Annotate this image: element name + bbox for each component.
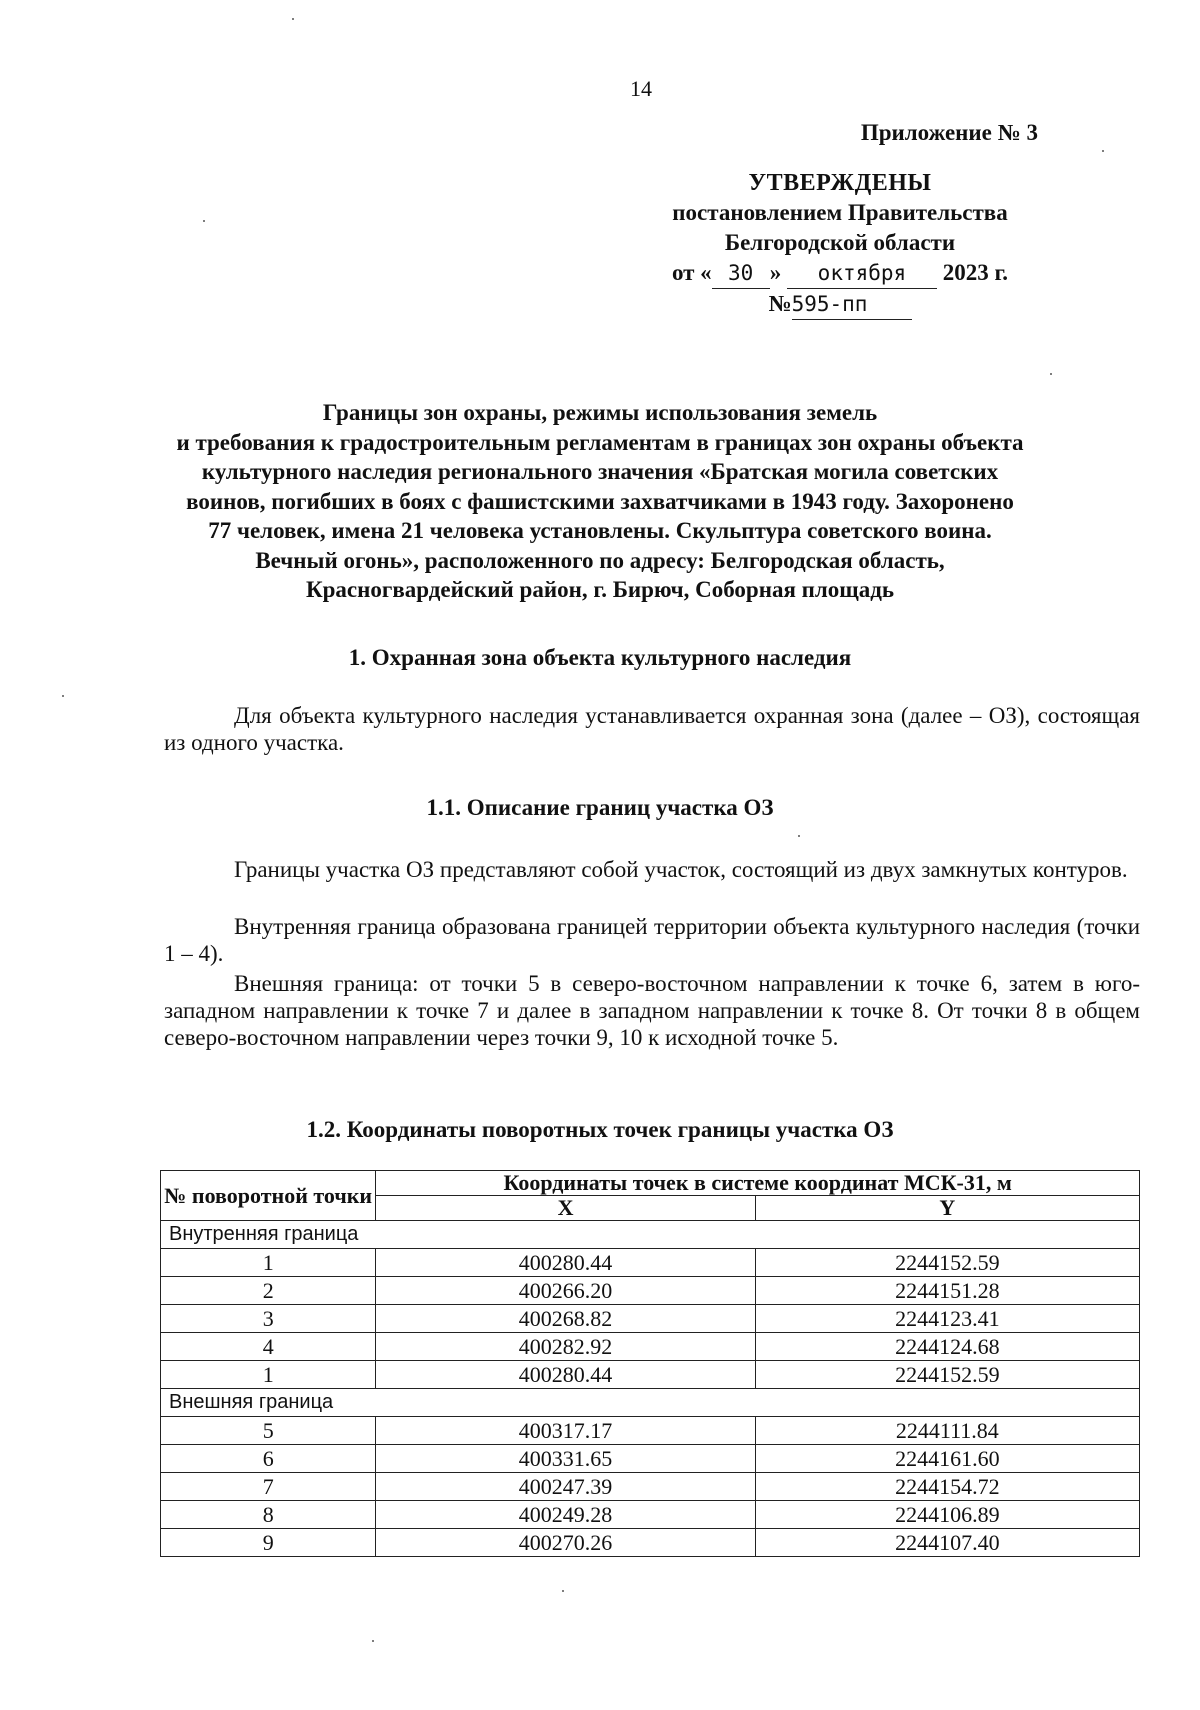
approved-label: УТВЕРЖДЕНЫ xyxy=(748,170,932,196)
point-number-cell: 5 xyxy=(161,1417,376,1445)
page-number: 14 xyxy=(630,76,652,101)
group-label: Внутренняя граница xyxy=(161,1221,1140,1249)
x-coordinate-cell: 400247.39 xyxy=(376,1473,755,1501)
approval-line-2: Белгородской области xyxy=(724,230,956,255)
table-row xyxy=(161,1417,1140,1445)
y-coordinate-cell: 2244107.40 xyxy=(755,1529,1139,1557)
x-coordinate-cell: 400280.44 xyxy=(376,1361,755,1389)
date-day: 30 xyxy=(712,258,770,289)
title-line: Границы зон охраны, режимы использования земель xyxy=(322,400,878,425)
section-1-1-heading: 1.1. Описание границ участка ОЗ xyxy=(426,795,774,820)
y-coordinate-cell: 2244124.68 xyxy=(755,1333,1139,1361)
section-1-2-heading: 1.2. Координаты поворотных точек границы участка ОЗ xyxy=(306,1117,894,1142)
table-row xyxy=(161,1445,1140,1473)
scan-speck xyxy=(203,220,205,222)
approval-number xyxy=(630,289,1050,320)
table-row xyxy=(161,1473,1140,1501)
table-group-row xyxy=(161,1221,1140,1249)
scan-speck xyxy=(562,1590,564,1592)
x-coordinate-cell: 400331.65 xyxy=(376,1445,755,1473)
coordinates-table xyxy=(160,1170,1140,1557)
point-number-cell: 4 xyxy=(161,1333,376,1361)
x-coordinate-cell: 400266.20 xyxy=(376,1277,755,1305)
point-number-cell: 8 xyxy=(161,1501,376,1529)
table-row xyxy=(161,1361,1140,1389)
table-row xyxy=(161,1333,1140,1361)
header-x: X xyxy=(376,1196,755,1221)
scan-speck xyxy=(1050,373,1052,375)
group-label: Внешняя граница xyxy=(161,1389,1140,1417)
y-coordinate-cell: 2244106.89 xyxy=(755,1501,1139,1529)
date-prefix: от « xyxy=(671,260,712,285)
y-coordinate-cell: 2244123.41 xyxy=(755,1305,1139,1333)
coordinates-table-container xyxy=(160,1170,1140,1557)
x-coordinate-cell: 400270.26 xyxy=(376,1529,755,1557)
section-1-paragraph: Для объекта культурного наследия устанавливается охранная зона (далее – ОЗ), состоящая из одного участка. xyxy=(164,703,1140,755)
scan-speck xyxy=(1102,150,1104,152)
date-month: октября xyxy=(787,258,937,289)
y-coordinate-cell: 2244151.28 xyxy=(755,1277,1139,1305)
point-number-cell: 2 xyxy=(161,1277,376,1305)
scan-speck xyxy=(372,1640,374,1642)
appendix-label: Приложение № 3 xyxy=(860,120,1038,145)
y-coordinate-cell: 2244154.72 xyxy=(755,1473,1139,1501)
y-coordinate-cell: 2244152.59 xyxy=(755,1361,1139,1389)
coordinates-table-body xyxy=(161,1221,1140,1557)
x-coordinate-cell: 400280.44 xyxy=(376,1249,755,1277)
y-coordinate-cell: 2244161.60 xyxy=(755,1445,1139,1473)
date-mid: » xyxy=(769,260,782,285)
section-1-1-paragraph-1: Границы участка ОЗ представляют собой участок, состоящий из двух замкнутых контуров. xyxy=(234,857,1128,882)
table-row xyxy=(161,1249,1140,1277)
point-number-cell: 7 xyxy=(161,1473,376,1501)
approval-block xyxy=(630,118,1050,320)
section-1-1-paragraph-2: Внутренняя граница образована границей территории объекта культурного наследия (точки 1 – 4). xyxy=(164,914,1140,966)
section-1-1-paragraph-3: Внешняя граница: от точки 5 в северо-восточном направлении к точке 6, затем в юго-западном направлении к точке 7 и далее в западном направлении к точке 8. От точки 8 в общем северо-восточном направлении через точки 9, 10 к исходной точке 5. xyxy=(164,971,1140,1050)
x-coordinate-cell: 400282.92 xyxy=(376,1333,755,1361)
approval-line-1: постановлением Правительства xyxy=(672,200,1008,225)
title-line: и требования к градостроительным регламентам в границах зон охраны объекта xyxy=(176,429,1024,455)
title-line: Вечный огонь», расположенного по адресу: Белгородская область, xyxy=(255,547,945,573)
title-line: 77 человек, имена 21 человека установлены. Скульптура советского воина. xyxy=(208,518,992,543)
point-number-cell: 3 xyxy=(161,1305,376,1333)
point-number-cell: 6 xyxy=(161,1445,376,1473)
date-year: 2023 г. xyxy=(942,260,1009,285)
x-coordinate-cell: 400268.82 xyxy=(376,1305,755,1333)
number-value: 595-пп xyxy=(792,289,912,320)
y-coordinate-cell: 2244152.59 xyxy=(755,1249,1139,1277)
number-prefix: № xyxy=(768,291,792,316)
table-row xyxy=(161,1501,1140,1529)
header-point-number: № поворотной точки xyxy=(161,1171,376,1221)
section-1-heading: 1. Охранная зона объекта культурного наследия xyxy=(348,645,852,670)
point-number-cell: 1 xyxy=(161,1249,376,1277)
title-line: воинов, погибших в боях с фашистскими захватчиками в 1943 году. Захоронено xyxy=(186,488,1014,514)
header-y: Y xyxy=(755,1196,1139,1221)
document-title xyxy=(130,398,1070,605)
table-row xyxy=(161,1529,1140,1557)
y-coordinate-cell: 2244111.84 xyxy=(755,1417,1139,1445)
approval-date xyxy=(630,258,1050,289)
table-group-row xyxy=(161,1389,1140,1417)
header-coordinates: Координаты точек в системе координат МСК-31, м xyxy=(376,1171,1140,1196)
scan-speck xyxy=(62,695,64,697)
scan-speck xyxy=(292,18,294,20)
x-coordinate-cell: 400317.17 xyxy=(376,1417,755,1445)
table-row xyxy=(161,1277,1140,1305)
table-row xyxy=(161,1305,1140,1333)
point-number-cell: 1 xyxy=(161,1361,376,1389)
title-line: культурного наследия регионального значения «Братская могила советских xyxy=(201,459,999,484)
x-coordinate-cell: 400249.28 xyxy=(376,1501,755,1529)
title-line: Красногвардейский район, г. Бирюч, Соборная площадь xyxy=(305,577,895,602)
scan-speck xyxy=(798,835,800,837)
point-number-cell: 9 xyxy=(161,1529,376,1557)
